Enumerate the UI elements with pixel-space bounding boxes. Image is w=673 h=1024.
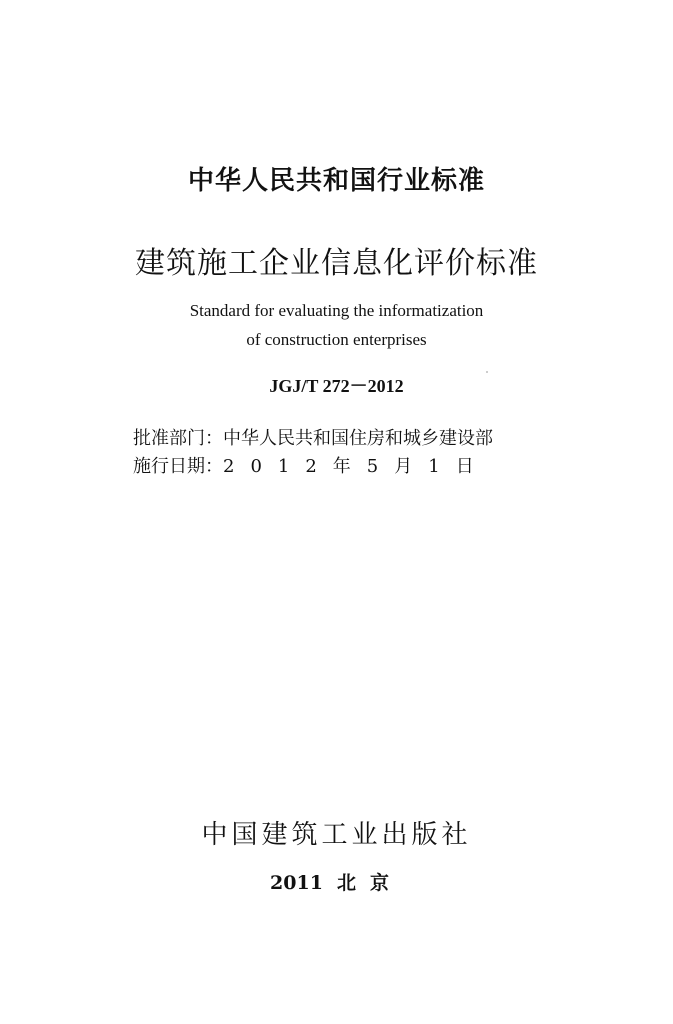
english-title-line-2: of construction enterprises [246,330,427,349]
publish-year: 2011 [270,872,323,894]
publish-place-year [0,868,673,895]
effective-date-line [133,452,490,478]
effective-label: 施行日期： [133,456,223,477]
english-title [0,296,673,354]
industry-standard-heading: 中华人民共和国行业标准 [187,166,485,196]
publish-city: 北京 [336,872,403,894]
scan-speck [486,371,488,373]
english-title-line-1: Standard for evaluating the informatization [189,301,484,320]
approval-value: 中华人民共和国住房和城乡建设部 [223,428,493,449]
effective-value: 2012年5月1日 [223,456,490,477]
approval-department-line [133,424,493,450]
publisher-name: 中国建筑工业出版社 [201,820,472,850]
chinese-title: 建筑施工企业信息化评价标准 [135,246,538,281]
standard-code: JGJ/T 272－2012 [269,376,404,396]
approval-label: 批准部门： [133,428,223,449]
